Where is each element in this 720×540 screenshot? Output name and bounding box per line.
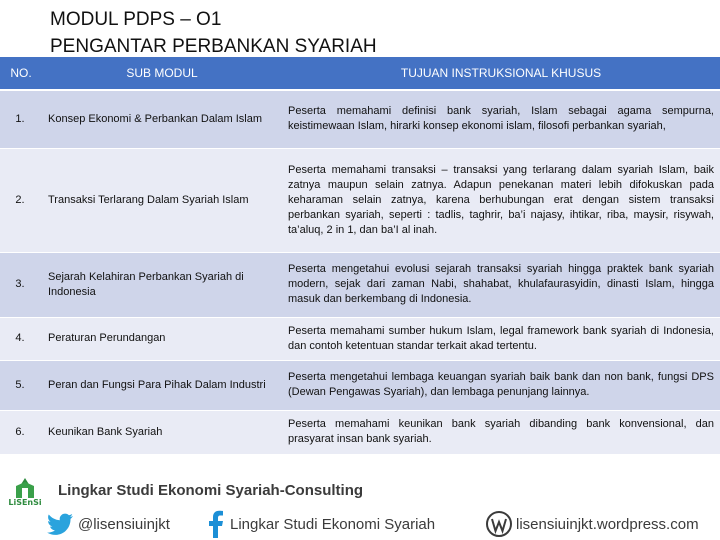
table-header-row xyxy=(0,57,720,90)
facebook-page: Lingkar Studi Ekonomi Syariah xyxy=(230,515,436,533)
table-row xyxy=(0,252,720,317)
wordpress-link[interactable] xyxy=(486,510,699,538)
twitter-link[interactable] xyxy=(46,510,170,538)
header-sub-modul: SUB MODUL xyxy=(42,57,282,90)
table-row xyxy=(0,410,720,454)
row-no: 2. xyxy=(0,148,42,252)
row-sub-modul: Sejarah Kelahiran Perbankan Syariah di Indonesia xyxy=(42,252,282,317)
table-row xyxy=(0,317,720,360)
row-tujuan: Peserta memahami sumber hukum Islam, legal framework bank syariah di Indonesia, dan contoh ketentuan standar terkait akad tertentu. xyxy=(282,317,720,360)
row-tujuan: Peserta memahami keunikan bank syariah dibanding bank konvensional, dan prasyarat insan bank syariah. xyxy=(282,410,720,454)
wordpress-icon xyxy=(486,511,512,537)
row-sub-modul: Transaksi Terlarang Dalam Syariah Islam xyxy=(42,148,282,252)
row-no: 1. xyxy=(0,90,42,148)
row-sub-modul: Peran dan Fungsi Para Pihak Dalam Industri xyxy=(42,360,282,410)
slide-title xyxy=(50,6,377,60)
row-no: 4. xyxy=(0,317,42,360)
header-tujuan: TUJUAN INSTRUKSIONAL KHUSUS xyxy=(282,57,720,90)
modul-table xyxy=(0,57,720,455)
row-no: 3. xyxy=(0,252,42,317)
row-tujuan: Peserta mengetahui evolusi sejarah transaksi syariah hingga praktek bank syariah modern, sejak dari zaman Nabi, shahabat, khulafaurasyidin, dinasti Islam, hingga masuk dan berkembang di Indonesia. xyxy=(282,252,720,317)
lisensi-logo xyxy=(6,476,44,510)
row-sub-modul: Keunikan Bank Syariah xyxy=(42,410,282,454)
wordpress-url: lisensiuinjkt.wordpress.com xyxy=(516,515,699,533)
row-tujuan: Peserta memahami definisi bank syariah, Islam sebagai agama sempurna, keistimewaan Islam, hirarki konsep ekonomi islam, filosofi perbankan syariah, xyxy=(282,90,720,148)
table-row xyxy=(0,360,720,410)
logo-text: LiSEnSi xyxy=(8,498,42,507)
table-row xyxy=(0,148,720,252)
row-sub-modul: Konsep Ekonomi & Perbankan Dalam Islam xyxy=(42,90,282,148)
table-row xyxy=(0,90,720,148)
header-no: NO. xyxy=(0,57,42,90)
twitter-handle: @lisensiuinjkt xyxy=(78,515,170,533)
row-no: 5. xyxy=(0,360,42,410)
title-line-1: MODUL PDPS – O1 xyxy=(50,9,222,30)
title-line-2: PENGANTAR PERBANKAN SYARIAH xyxy=(50,36,377,57)
row-no: 6. xyxy=(0,410,42,454)
facebook-link[interactable] xyxy=(204,510,435,538)
org-name: Lingkar Studi Ekonomi Syariah-Consulting xyxy=(58,482,364,499)
row-tujuan: Peserta mengetahui lembaga keuangan syariah baik bank dan non bank, fungsi DPS (Dewan Pengawas Syariah), dan lembaga penunjang lainnya. xyxy=(282,360,720,410)
footer xyxy=(0,472,720,540)
row-sub-modul: Peraturan Perundangan xyxy=(42,317,282,360)
row-tujuan: Peserta memahami transaksi – transaksi yang terlarang dalam syariah Islam, baik zatnya maupun selain zatnya. Adapun penekanan materi lebih difokuskan pada keharaman selain zatnya, karena berhubungan erat dengan sistem transaksi perbankan syariah, seperti : tadlis, taghrir, ba’i najasy, ihtikar, riba, maysir, risywah, ta’aluq, 2 in 1, dan ba’I al inah. xyxy=(282,148,720,252)
twitter-icon xyxy=(46,513,74,535)
facebook-icon xyxy=(204,510,226,538)
